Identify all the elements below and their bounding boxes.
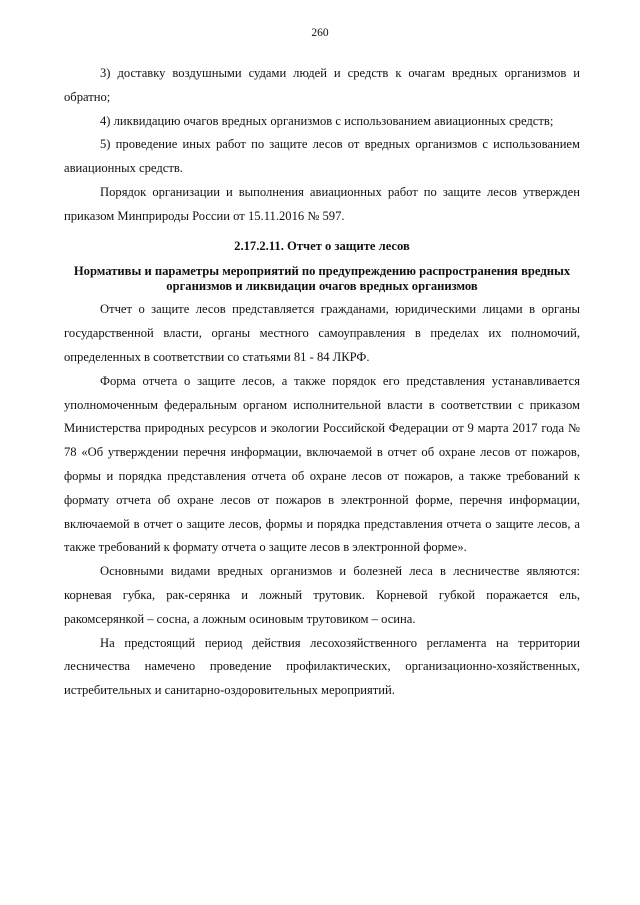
paragraph-planned-measures: На предстоящий период действия лесохозяйственного регламента на территории лесничества намечено проведение профилактических, организационно-хозяйственных, истребительных и санитарно-оздоровительных мероприятий.: [64, 635, 580, 698]
paragraph-report-form: Форма отчета о защите лесов, а также порядок его представления устанавливается уполномоченным федеральным органом исполнительной власти в соответствии с приказом Министерства природных ресурсов и экологии Российской Федерации от 9 марта 2017 года № 78 «Об утверждении перечня информации, включаемой в отчет об охране лесов от пожаров, формы и порядка представления отчета об охране лесов от пожаров, а также требований к формату отчета об охране лесов от пожаров в электронной форме, перечня информации, включаемой в отчет о защите лесов, формы и порядка представления отчета о защите лесов, а также требований к формату отчета о защите лесов в электронной форме».: [64, 373, 580, 555]
page-number: 260: [311, 27, 329, 39]
paragraph-item-4: 4) ликвидацию очагов вредных организмов с использованием авиационных средств;: [100, 113, 554, 128]
paragraph-pest-types: Основными видами вредных организмов и болезней леса в лесничестве являются: корневая губка, рак-серянка и ложный трутовик. Корневой губкой поражается ель, ракомсерянкой – сосна, а ложным осиновым трутовиком – осина.: [64, 564, 580, 626]
paragraph-item-3: 3) доставку воздушными судами людей и средств к очагам вредных организмов и обратно;: [64, 66, 580, 104]
sub-heading: Нормативы и параметры мероприятий по предупреждению распространения вредных организмов и ликвидации очагов вредных организмов: [73, 264, 571, 294]
section-heading: 2.17.2.11. Отчет о защите лесов: [234, 238, 410, 253]
paragraph-procedure: Порядок организации и выполнения авиационных работ по защите лесов утвержден приказом Минприроды России от 15.11.2016 № 597.: [64, 184, 580, 223]
document-body: [64, 62, 580, 703]
paragraph-item-5: 5) проведение иных работ по защите лесов от вредных организмов с использованием авиационных средств.: [64, 137, 580, 176]
paragraph-report: Отчет о защите лесов представляется гражданами, юридическими лицами в органы государственной власти, органы местного самоуправления в пределах их полномочий, определенных в соответствии со статьями 81 - 84 ЛКРФ.: [64, 302, 580, 364]
